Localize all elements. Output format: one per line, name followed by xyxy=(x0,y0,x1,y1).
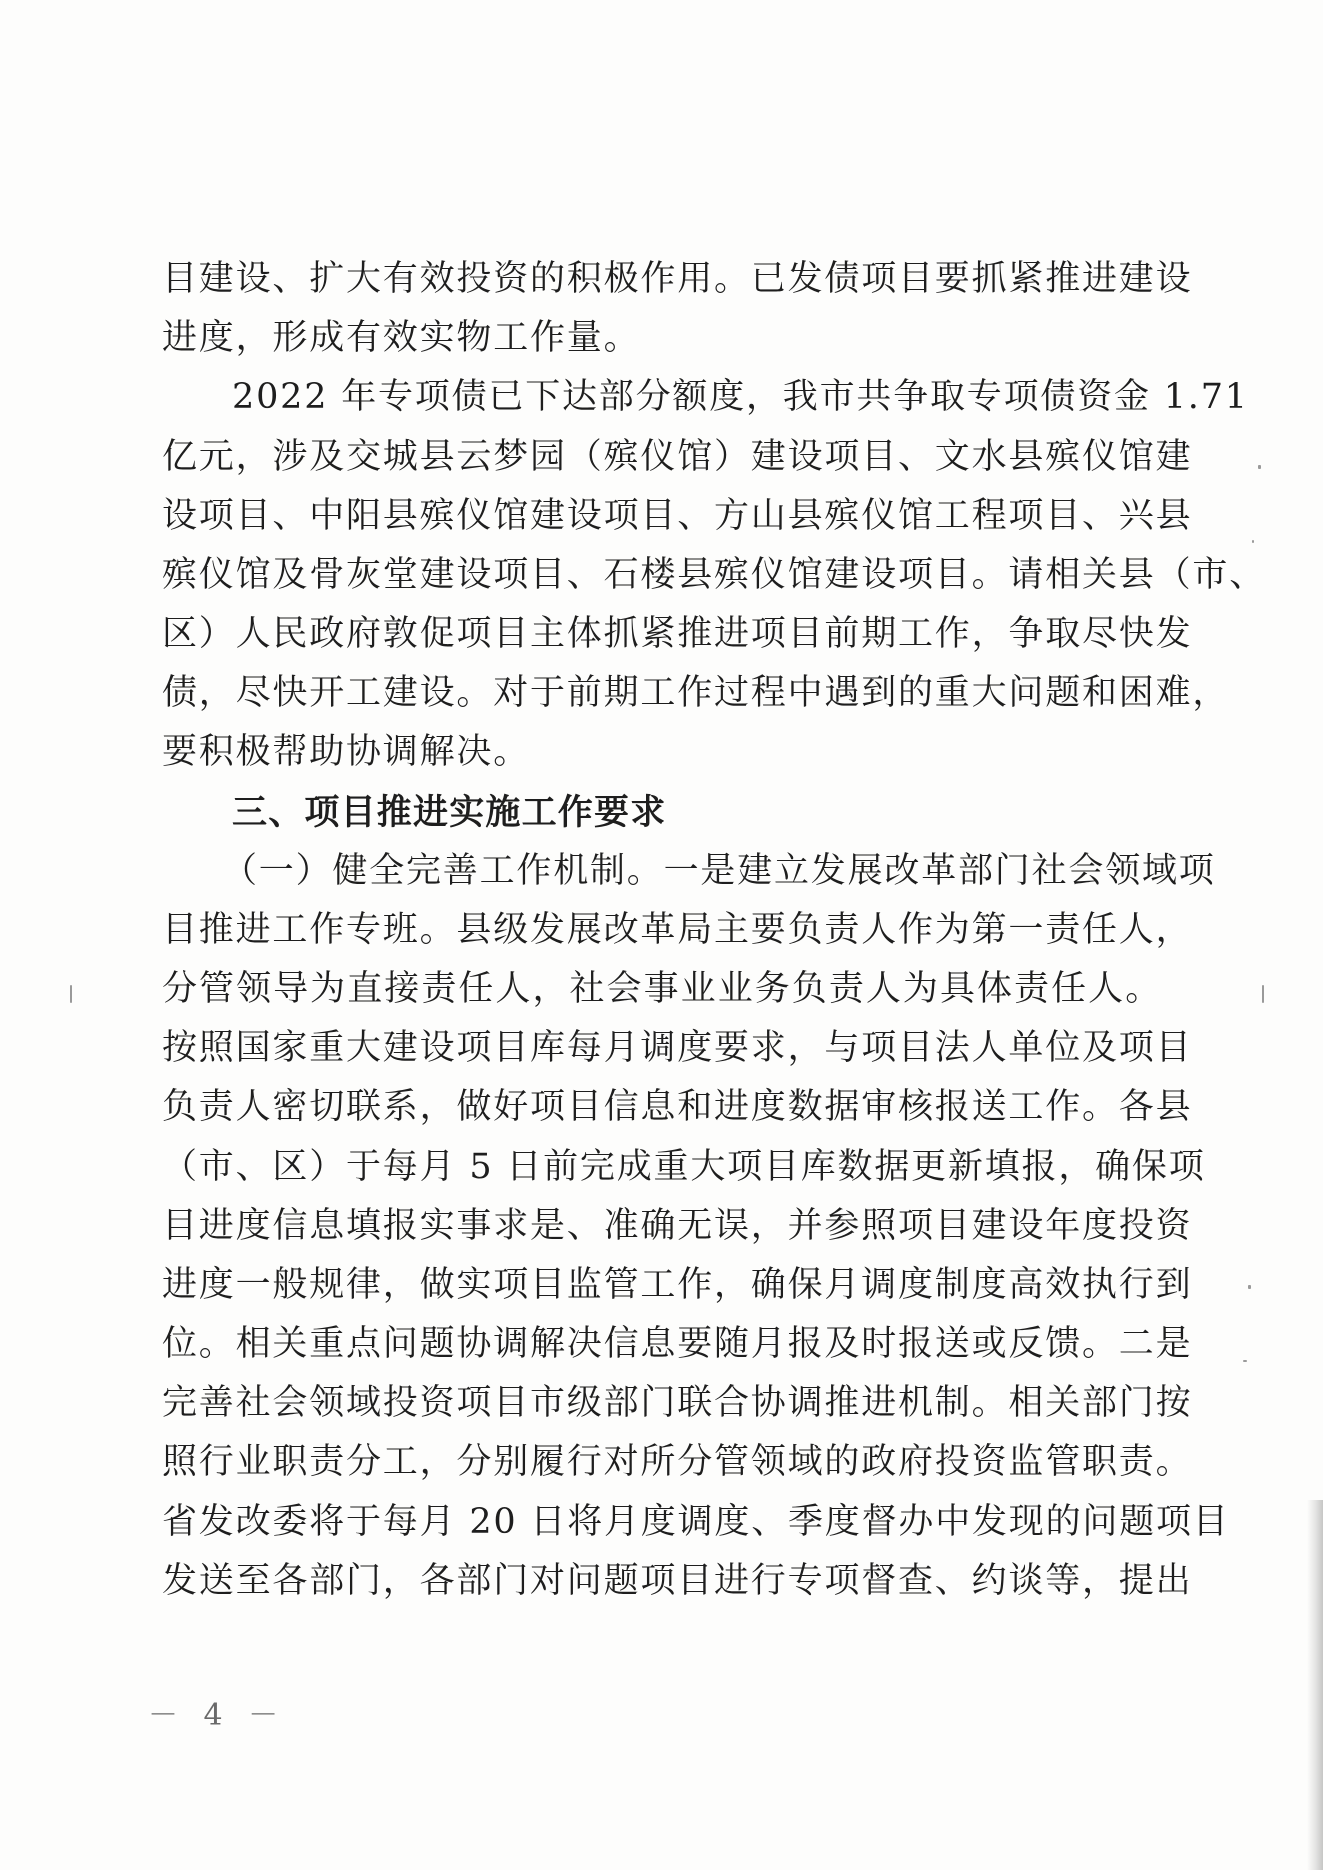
paragraph-first-line: （一）健全完善工作机制。一是建立发展改革部门社会领域项 xyxy=(222,851,1216,891)
body-text-line: 区）人民政府敦促项目主体抓紧推进项目前期工作，争取尽快发 xyxy=(162,614,1193,654)
body-text-line: 进度，形成有效实物工作量。 xyxy=(162,318,641,358)
scan-speck xyxy=(1258,465,1261,469)
body-text-line: 位。相关重点问题协调解决信息要随月报及时报送或反馈。二是 xyxy=(162,1324,1193,1364)
section-heading: 三、项目推进实施工作要求 xyxy=(232,792,667,833)
body-text-line: 设项目、中阳县殡仪馆建设项目、方山县殡仪馆工程项目、兴县 xyxy=(162,496,1193,536)
body-text-line: 殡仪馆及骨灰堂建设项目、石楼县殡仪馆建设项目。请相关县（市、 xyxy=(162,555,1267,595)
page-number: － 4 － xyxy=(148,1698,287,1733)
body-text-line: 完善社会领域投资项目市级部门联合协调推进机制。相关部门按 xyxy=(162,1383,1193,1423)
body-text-line: 按照国家重大建设项目库每月调度要求，与项目法人单位及项目 xyxy=(162,1028,1193,1068)
scan-shadow-edge xyxy=(1307,1500,1323,1870)
scan-speck xyxy=(1248,1285,1251,1289)
body-text-line: 目进度信息填报实事求是、准确无误，并参照项目建设年度投资 xyxy=(162,1206,1193,1246)
body-text-line: 省发改委将于每月 20 日将月度调度、季度督办中发现的问题项目 xyxy=(162,1502,1230,1542)
body-text-line: 分管领导为直接责任人，社会事业业务负责人为具体责任人。 xyxy=(162,969,1162,1009)
scan-speck xyxy=(1252,540,1254,543)
body-text-line: 要积极帮助协调解决。 xyxy=(162,732,531,772)
body-text-line: 负责人密切联系，做好项目信息和进度数据审核报送工作。各县 xyxy=(162,1087,1193,1127)
paragraph-first-line: 2022 年专项债已下达部分额度，我市共争取专项债资金 1.71 xyxy=(232,377,1249,417)
body-text-line: 债，尽快开工建设。对于前期工作过程中遇到的重大问题和困难， xyxy=(162,673,1230,713)
body-text-line: 目建设、扩大有效投资的积极作用。已发债项目要抓紧推进建设 xyxy=(162,259,1193,299)
body-text-line: 目推进工作专班。县级发展改革局主要负责人作为第一责任人， xyxy=(162,910,1193,950)
body-text-line: 进度一般规律，做实项目监管工作，确保月调度制度高效执行到 xyxy=(162,1265,1193,1305)
body-text-line: 发送至各部门，各部门对问题项目进行专项督查、约谈等，提出 xyxy=(162,1561,1193,1601)
scan-speck xyxy=(70,985,72,1003)
body-text-line: （市、区）于每月 5 日前完成重大项目库数据更新填报，确保项 xyxy=(162,1147,1206,1187)
body-text-line: 照行业职责分工，分别履行对所分管领域的政府投资监管职责。 xyxy=(162,1442,1193,1482)
scan-speck xyxy=(1243,1360,1247,1362)
body-text-line: 亿元，涉及交城县云梦园（殡仪馆）建设项目、文水县殡仪馆建 xyxy=(162,437,1193,477)
scan-speck xyxy=(1262,985,1264,1003)
